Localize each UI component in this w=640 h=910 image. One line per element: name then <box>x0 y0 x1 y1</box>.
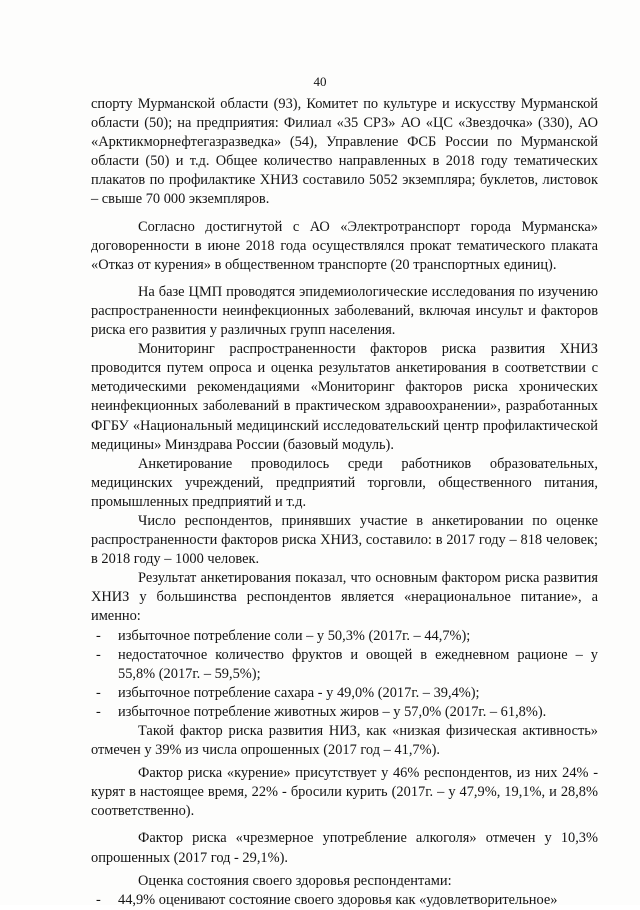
list-bullet: - <box>96 684 101 701</box>
list-bullet: - <box>96 703 101 720</box>
paragraph-distribution-list: спорту Мурманской области (93), Комитет по культуре и искусству Мурманской области (50); на предприятия: Филиал «35 СРЗ» АО «ЦС «Звездочка» (330), АО «Арктикморнефтегазразведка» (54), Управление ФСБ России по Мурманской области (50) и т.д. Общее количество направленных в 2018 году тематических плакатов по профилактике ХНИЗ составило 5052 экземпляра; буклетов, листовок – свыше 70 000 экземпляров. <box>91 96 598 208</box>
list-item <box>91 684 598 703</box>
diet-risk-list <box>91 627 598 722</box>
paragraph-smoking: Фактор риска «курение» присутствует у 46% респондентов, из них 24% - курят в настоящее время, 22% - бросили курить (2017г. – у 47,9%, 19,1%, и 28,8% соответственно). <box>91 765 598 820</box>
list-item-text: избыточное потребление соли – у 50,3% (2017г. – 44,7%); <box>118 627 471 644</box>
body-text <box>91 95 598 910</box>
paragraph-survey-result: Результат анкетирования показал, что основным фактором риска развития ХНИЗ у большинства респондентов является «нерациональное питание», а именно: <box>91 570 598 625</box>
list-item <box>91 891 598 910</box>
list-item <box>91 703 598 722</box>
list-bullet: - <box>96 627 101 644</box>
list-item-text: 44,9% оценивают состояние своего здоровья как «удовлетворительное» <box>118 891 558 908</box>
list-item-text: избыточное потребление животных жиров – у 57,0% (2017г. – 61,8%). <box>118 703 547 720</box>
list-bullet: - <box>96 891 101 908</box>
list-item-text: избыточное потребление сахара - у 49,0% (2017г. – 39,4%); <box>118 684 480 701</box>
paragraph-alcohol: Фактор риска «чрезмерное употребление алкоголя» отмечен у 10,3% опрошенных (2017 год - 29,1%). <box>91 830 598 866</box>
paragraph-survey-participants: Анкетирование проводилось среди работников образовательных, медицинских учреждений, предприятий торговли, общественного питания, промышленных предприятий и т.д. <box>91 455 598 510</box>
page-number: 40 <box>313 74 327 89</box>
paragraph-risk-monitoring: Мониторинг распространенности факторов риска развития ХНИЗ проводится путем опроса и оценка результатов анкетирования в соответствии с методическими рекомендациями «Мониторинг факторов риска хронических неинфекционных заболеваний в практическом здравоохранении», разработанных ФГБУ «Национальный медицинский исследовательский центр профилактической медицины» Минздрава России (базовый модуль). <box>91 341 598 453</box>
paragraph-respondent-count: Число респондентов, принявших участие в анкетировании по оценке распространенности факторов риска ХНИЗ, составило: в 2017 году – 818 человек; в 2018 году – 1000 человек. <box>91 512 598 568</box>
list-item-text: недостаточное количество фруктов и овощей в ежедневном рационе – у 55,8% (2017г. – 59,5%); <box>118 646 598 682</box>
paragraph-epidemiological-research: На базе ЦМП проводятся эпидемиологические исследования по изучению распространенности неинфекционных заболеваний, включая инсульт и факторов риска его развития у различных групп населения. <box>91 283 598 339</box>
paragraph-physical-activity: Такой фактор риска развития НИЗ, как «низкая физическая активность» отмечен у 39% из числа опрошенных (2017 год – 41,7%). <box>91 723 598 759</box>
list-item <box>91 646 598 684</box>
paragraph-health-assessment: Оценка состояния своего здоровья респондентами: <box>138 872 452 889</box>
list-item <box>91 627 598 646</box>
paragraph-transport-poster: Согласно достигнутой с АО «Электротранспорт города Мурманска» договоренности в июне 2018 года осуществлялся прокат тематического плаката «Отказ от курения» в общественном транспорте (20 транспортных единиц). <box>91 218 598 273</box>
list-bullet: - <box>96 646 101 663</box>
health-assessment-list <box>91 891 598 910</box>
